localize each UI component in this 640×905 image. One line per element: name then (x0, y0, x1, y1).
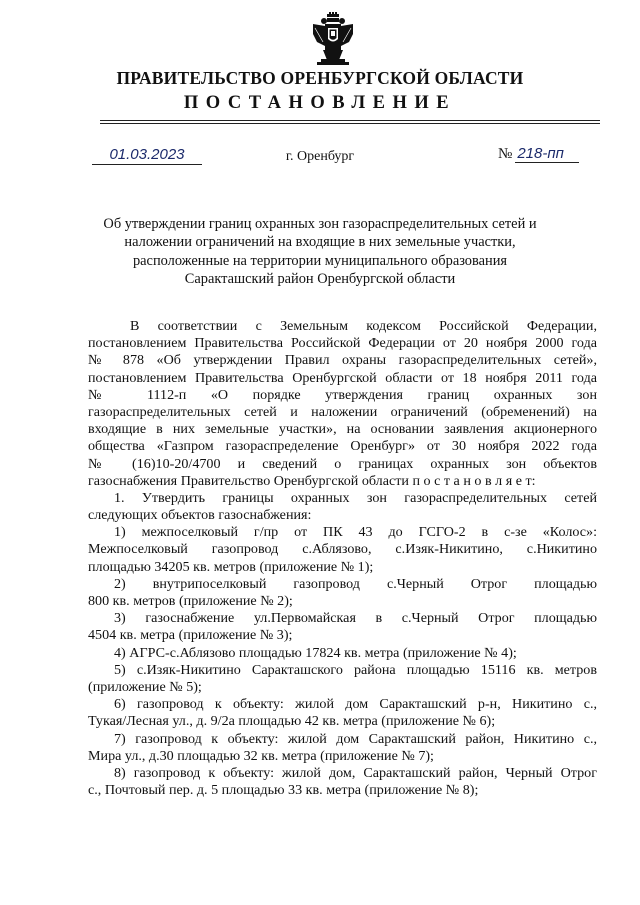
subitem-line: 5) с.Изяк-Никитино Саракташского района площадью 15116 кв. метров (114, 661, 597, 678)
preamble-line: № 878 «Об утверждении Правил охраны газораспределительных сетей», (88, 352, 597, 369)
preamble-line: № 1112-п «О порядке утверждения границ охранных зон (88, 386, 597, 403)
preamble-line: № (16)10-20/4700 и сведений о границах охранных зон объектов (88, 455, 597, 472)
coat-of-arms-icon (311, 12, 355, 68)
government-title: ПРАВИТЕЛЬСТВО ОРЕНБУРГСКОЙ ОБЛАСТИ (116, 68, 524, 88)
header-divider (100, 120, 600, 121)
subitem-line: площадью 34205 кв. метров (приложение № 1); (88, 558, 374, 575)
city-name: г. Оренбург (285, 149, 355, 164)
subject-line: расположенные на территории муниципального образования (132, 252, 508, 269)
document-date: 01.03.2023 (92, 146, 202, 165)
subitem-line: 4) АГРС-с.Аблязово площадью 17824 кв. метра (приложение № 4); (114, 644, 517, 661)
number-value: 218-пп (515, 145, 579, 163)
preamble-line: входящие в них земельные участки», на основании заявления акционерного (88, 421, 597, 438)
subitem-line: Мира ул., д.30 площадью 32 кв. метра (приложение № 7); (88, 747, 434, 764)
item-line: 1. Утвердить границы охранных зон газораспределительных сетей (114, 489, 597, 506)
subitem-line: 6) газопровод к объекту: жилой дом Саракташский р-н, Никитино с., (114, 696, 597, 713)
subitem-line: с., Почтовый пер. д. 5 площадью 33 кв. метра (приложение № 8); (88, 782, 479, 799)
document-number (498, 145, 579, 163)
subitem-line: (приложение № 5); (88, 678, 202, 695)
document-body (88, 318, 597, 799)
subitem-line: Тукая/Лесная ул., д. 9/2а площадью 42 кв. метра (приложение № 6); (88, 713, 496, 730)
subitem-line: 4504 кв. метра (приложение № 3); (88, 627, 293, 644)
subitem-line: 8) газопровод к объекту: жилой дом, Саракташский район, Черный Отрог (114, 764, 597, 781)
preamble-line: постановлением Правительства Российской Федерации от 20 ноября 2000 года (88, 335, 597, 352)
subitem-line: 2) внутрипоселковый газопровод с.Черный Отрог площадью (114, 575, 597, 592)
subitem-line: 7) газопровод к объекту: жилой дом Саракташский район, Никитино с., (114, 730, 597, 747)
item-line: следующих объектов газоснабжения: (88, 507, 312, 524)
preamble-line: газоснабжения Правительство Оренбургской области п о с т а н о в л я е т: (88, 472, 536, 489)
subitem-line: 3) газоснабжение ул.Первомайская в с.Черный Отрог площадью (114, 610, 597, 627)
preamble-line: общества «Газпром газораспределение Оренбург» от 30 ноября 2022 года (88, 438, 597, 455)
header-divider (100, 123, 600, 124)
document-type: ПОСТАНОВЛЕНИЕ (183, 93, 457, 113)
preamble-line: постановлением Правительства Оренбургской области от 18 ноября 2011 года (88, 369, 597, 386)
subject-line: Саракташский район Оренбургской области (184, 271, 456, 288)
number-sign: № (498, 146, 513, 162)
subitem-line: 800 кв. метров (приложение № 2); (88, 593, 293, 609)
subject-line: наложении ограничений на входящие в них земельные участки, (124, 234, 516, 251)
subitem-line: Межпоселковый газопровод с.Аблязово, с.Изяк-Никитино, с.Никитино (88, 541, 597, 558)
preamble-line: газораспределительных сетей и наложении ограничений (обременений) на (88, 403, 597, 420)
subject-line: Об утверждении границ охранных зон газораспределительных сетей и (103, 216, 537, 232)
document-subject (60, 215, 580, 289)
subitem-line: 1) межпоселковый г/пр от ПК 43 до ГСГО-2 в с-зе «Колос»: (114, 524, 597, 541)
preamble-line: В соответствии с Земельным кодексом Российской Федерации, (130, 318, 597, 334)
